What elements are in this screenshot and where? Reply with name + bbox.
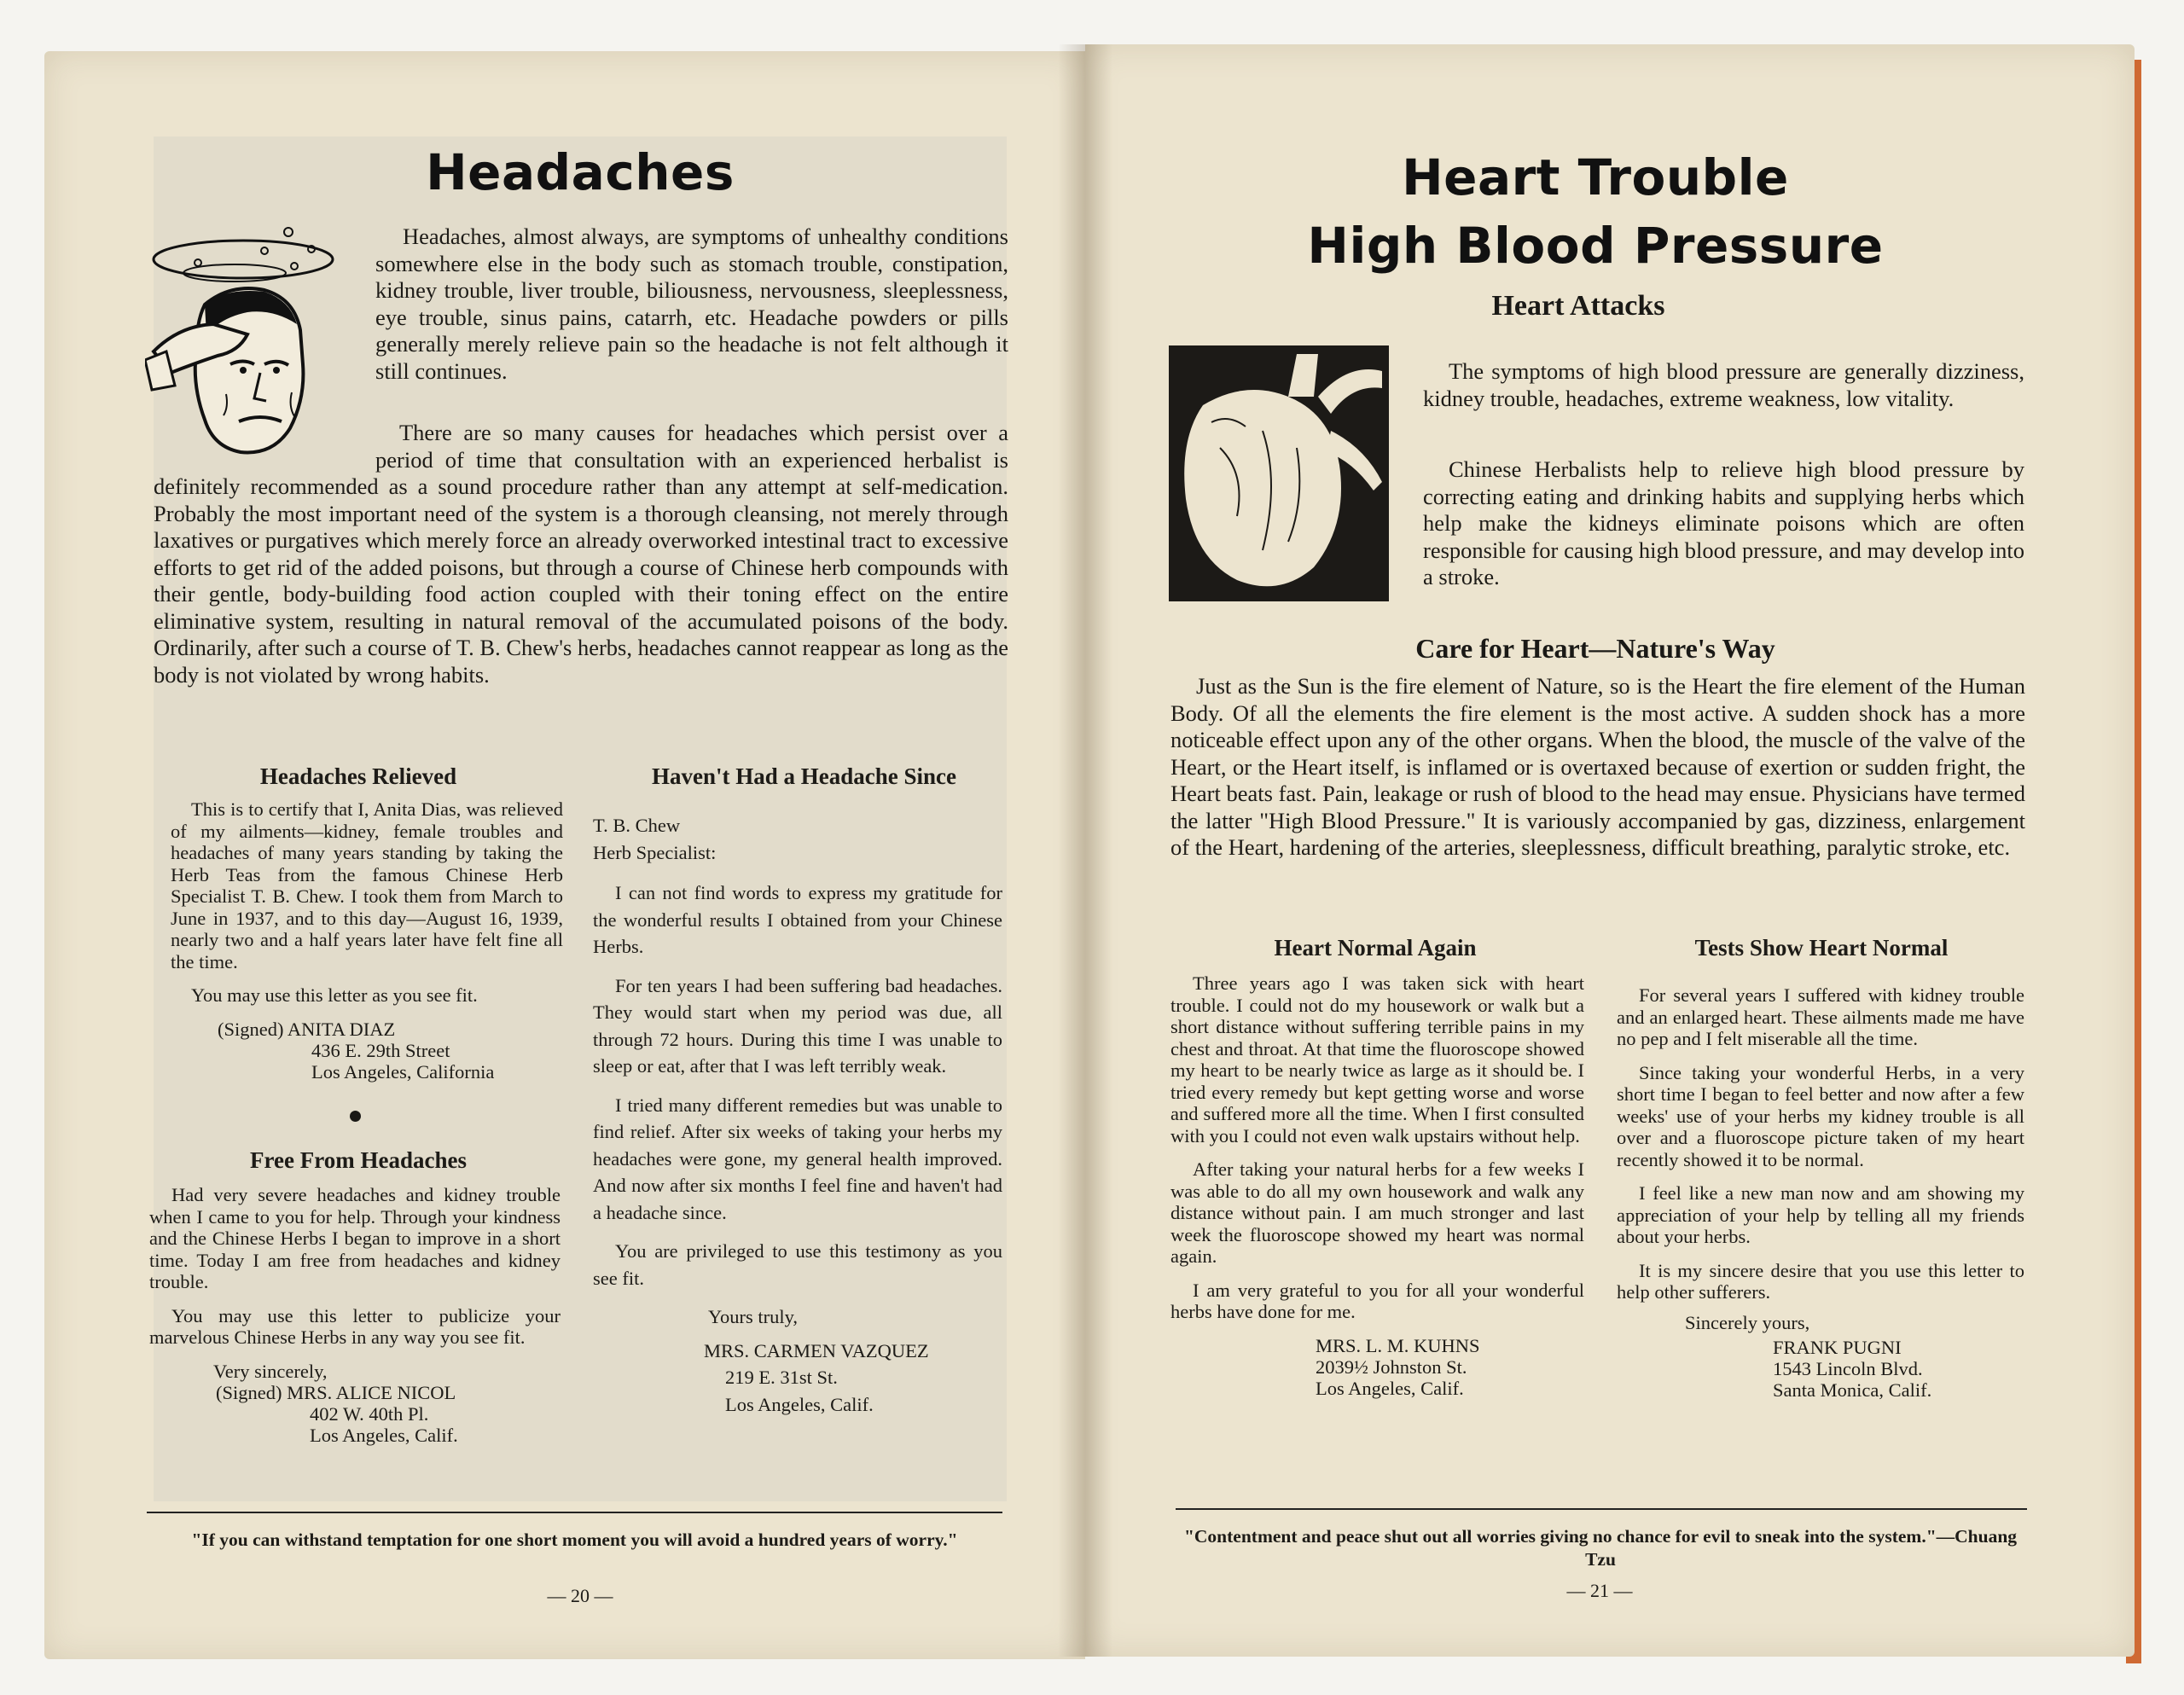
page-title-line-2: High Blood Pressure <box>1307 217 1884 275</box>
heart-paragraph-1: The symptoms of high blood pressure are generally dizziness, kidney trouble, headaches, extreme weakness, low vitality. <box>1423 358 2024 411</box>
letter-paragraph-4: It is my sincere desire that you use this letter to help other sufferers. <box>1617 1259 2024 1303</box>
signer-name: MRS. ALICE NICOL <box>287 1381 456 1403</box>
signer-address-2: Los Angeles, Calif. <box>725 1393 874 1415</box>
letter-paragraph-1: I can not find words to express my gratitude for the wonderful results I obtained from your Chinese Herbs. <box>593 882 1002 957</box>
signer-address-1: 1543 Lincoln Blvd. <box>1773 1357 1923 1379</box>
letter-body: Had very severe headaches and kidney trouble when I came to you for help. Through your kindness and the Chinese Herbs I began to improve in a short time. Today I am free from headaches and kidney trouble. <box>149 1184 561 1292</box>
letter-heading-headaches-relieved: Headaches Relieved <box>259 763 457 789</box>
intro-paragraph-2: There are so many causes for headaches which persist over a period of time that consultation with an experienced herbalist is definitely recommended as a sound procedure rather than any attempt at self-medication. Probably the most important need of the system is a thorough cleansing, not merely through laxatives or purgatives which merely force an already overworked intestinal tract to excessive efforts to get rid of the added poisons, but through a course of Chinese herb compounds with their gentle, body-building food action coupled with their toning effect on the entire eliminative system, resulting in natural removal of the accumulated poisons of the body. Ordinarily, after such a course of T. B. Chew's herbs, headaches cannot reappear as long as the body is not violated by wrong habits. <box>154 420 1008 688</box>
text-wrap-spacer <box>154 420 375 473</box>
signer-name: FRANK PUGNI <box>1773 1336 1902 1358</box>
letter-body: This is to certify that I, Anita Dias, was relieved of my ailments—kidney, female troubles and headaches of many years standing by taking the Herb Teas from the famous Chinese Herb Specialist T. B. Chew. I took them from March to June in 1937, and to this day—August 16, 1939, nearly two and a half years later have felt fine all the time. <box>171 798 563 972</box>
letter-anita-diaz <box>171 798 563 1083</box>
page-gutter <box>1058 44 1112 1657</box>
letter-paragraph-1: Three years ago I was taken sick with heart trouble. I could not do my housework or walk but a short distance without suffering terrible pains in my chest and throat. At that time the fluoroscope showed my heart to be nearly twice as large as it should be. I tried every remedy but kept getting worse and worse and suffered more all the time. When I first consulted with you I could not even walk upstairs without help. <box>1170 972 1584 1146</box>
page-title <box>1297 143 1894 280</box>
page-number: — 20 — <box>547 1585 613 1606</box>
intro-paragraph-1: Headaches, almost always, are symptoms of unhealthy conditions somewhere else in the body such as stomach trouble, constipation, kidney trouble, liver trouble, biliousness, nervousness, sleeplessness, eye trouble, sinus pains, catarrh, etc. Headache powders or pills generally merely relieve pain so the headache is not felt although it still continues. <box>375 223 1008 384</box>
signer-address-1: 402 W. 40th Pl. <box>310 1402 429 1425</box>
letter-closing: Yours truly, <box>708 1306 799 1327</box>
bullet-dot-icon <box>350 1111 361 1122</box>
letter-paragraph-3: I feel like a new man now and am showing my appreciation of your help by telling all my friends about your herbs. <box>1617 1182 2024 1247</box>
page-title-line-1: Heart Trouble <box>1402 148 1789 206</box>
letter-paragraph-3: I am very grateful to you for all your wonderful herbs have done for me. <box>1170 1279 1584 1322</box>
page-number: — 21 — <box>1566 1580 1633 1601</box>
salutation-line-1: T. B. Chew <box>593 815 681 836</box>
letter-kuhns <box>1170 972 1584 1399</box>
signer-address-2: Los Angeles, Calif. <box>310 1424 458 1446</box>
signed-label: (Signed) <box>218 1018 284 1040</box>
letter-carmen-vazquez <box>593 812 1002 1418</box>
letter-heading-havent-had-headache: Haven't Had a Headache Since <box>652 763 956 789</box>
footer-quote: "Contentment and peace shut out all worries giving no chance for evil to sneak into the system."—Chuang Tzu <box>1183 1526 2018 1570</box>
letter-closing: You may use this letter as you see fit. <box>191 984 478 1006</box>
letter-pugni <box>1617 984 2024 1401</box>
signer-address-1: 2039½ Johnston St. <box>1316 1355 1467 1378</box>
heart-paragraph-2: Chinese Herbalists help to relieve high blood pressure by correcting eating and drinking habits and supplying herbs which help make the kidneys eliminate poisons which are often responsible for causing high blood pressure, and may develop into a stroke. <box>1423 456 2024 589</box>
letter-paragraph-2: For ten years I had been suffering bad headaches. They would start when my period was due, all through 72 hours. During this time I was unable to sleep or eat, after that I was left terribly weak. <box>593 974 1002 1077</box>
signature-block <box>218 1019 563 1083</box>
intro-paragraph-2-wrap <box>154 420 1008 688</box>
heart-woodcut-icon <box>1169 345 1389 601</box>
signer-address-1: 436 E. 29th Street <box>311 1039 450 1061</box>
letter-heading-heart-normal-again: Heart Normal Again <box>1274 935 1477 961</box>
letter-paragraph-4: You are privileged to use this testimony as you see fit. <box>593 1240 1002 1289</box>
footer-rule <box>1176 1508 2027 1510</box>
signer-address-2: Los Angeles, Calif. <box>1316 1377 1464 1399</box>
signer-address-1: 219 E. 31st St. <box>725 1367 838 1388</box>
signer-address-2: Santa Monica, Calif. <box>1773 1379 1932 1401</box>
letter-alice-nicol <box>149 1184 561 1446</box>
letter-closing: Sincerely yours, <box>1685 1311 1810 1333</box>
letter-closing: Very sincerely, <box>213 1360 328 1382</box>
subtitle-heart-attacks: Heart Attacks <box>1491 290 1665 322</box>
letter-heading-tests-show-heart-normal: Tests Show Heart Normal <box>1694 935 1949 961</box>
footer-rule <box>147 1512 1002 1513</box>
page-title: Headaches <box>426 143 735 201</box>
signature-block <box>216 1382 561 1446</box>
care-for-heart-paragraph: Just as the Sun is the fire element of Nature, so is the Heart the fire element of the Human Body. Of all the elements the fire element is the most active. A sudden shock has a more noticeable effect upon any of the other organs. When the blood, the muscle of the valve of the Heart, or the Heart itself, is inflamed or is overtaxed because of exertion or sudden fright, the Heart beats fast. Pain, leakage or rush of blood to the head may ensue. Physicians have termed the latter "High Blood Pressure." It is variously accompanied by gas, dizziness, enlargement of the Heart, hardening of the arteries, sleeplessness, difficult breathing, paralytic stroke, etc. <box>1170 673 2025 860</box>
letter-body-2: You may use this letter to publicize your marvelous Chinese Herbs in any way you see fit. <box>149 1304 561 1348</box>
signer-name: MRS. CARMEN VAZQUEZ <box>704 1339 929 1361</box>
letter-paragraph-1: For several years I suffered with kidney trouble and an enlarged heart. These ailments made me have no pep and I felt miserable all the time. <box>1617 984 2024 1049</box>
letter-paragraph-2: Since taking your wonderful Herbs, in a very short time I began to feel better and now after a few weeks' use of your herbs my kidney trouble is all over and a fluoroscope picture taken of my heart recently showed it to be normal. <box>1617 1061 2024 1170</box>
signed-label: (Signed) <box>216 1381 282 1403</box>
footer-quote: "If you can withstand temptation for one short moment you will avoid a hundred years of worry." <box>191 1530 958 1550</box>
letter-paragraph-2: After taking your natural herbs for a few weeks I was able to do all my own housework and walk any distance without pain. I am much stronger and last week the fluoroscope showed my heart was normal again. <box>1170 1158 1584 1267</box>
signer-name: MRS. L. M. KUHNS <box>1316 1334 1480 1356</box>
salutation-line-2: Herb Specialist: <box>593 841 717 863</box>
signer-address-2: Los Angeles, California <box>311 1060 495 1083</box>
signer-name: ANITA DIAZ <box>287 1018 396 1040</box>
letter-paragraph-3: I tried many different remedies but was unable to find relief. After six weeks of taking your herbs my headaches were gone, my general health improved. And now after six months I feel fine and haven't had a headache since. <box>593 1094 1002 1223</box>
letter-heading-free-from-headaches: Free From Headaches <box>250 1147 467 1173</box>
section-heading-care-for-heart: Care for Heart—Nature's Way <box>1415 633 1775 664</box>
